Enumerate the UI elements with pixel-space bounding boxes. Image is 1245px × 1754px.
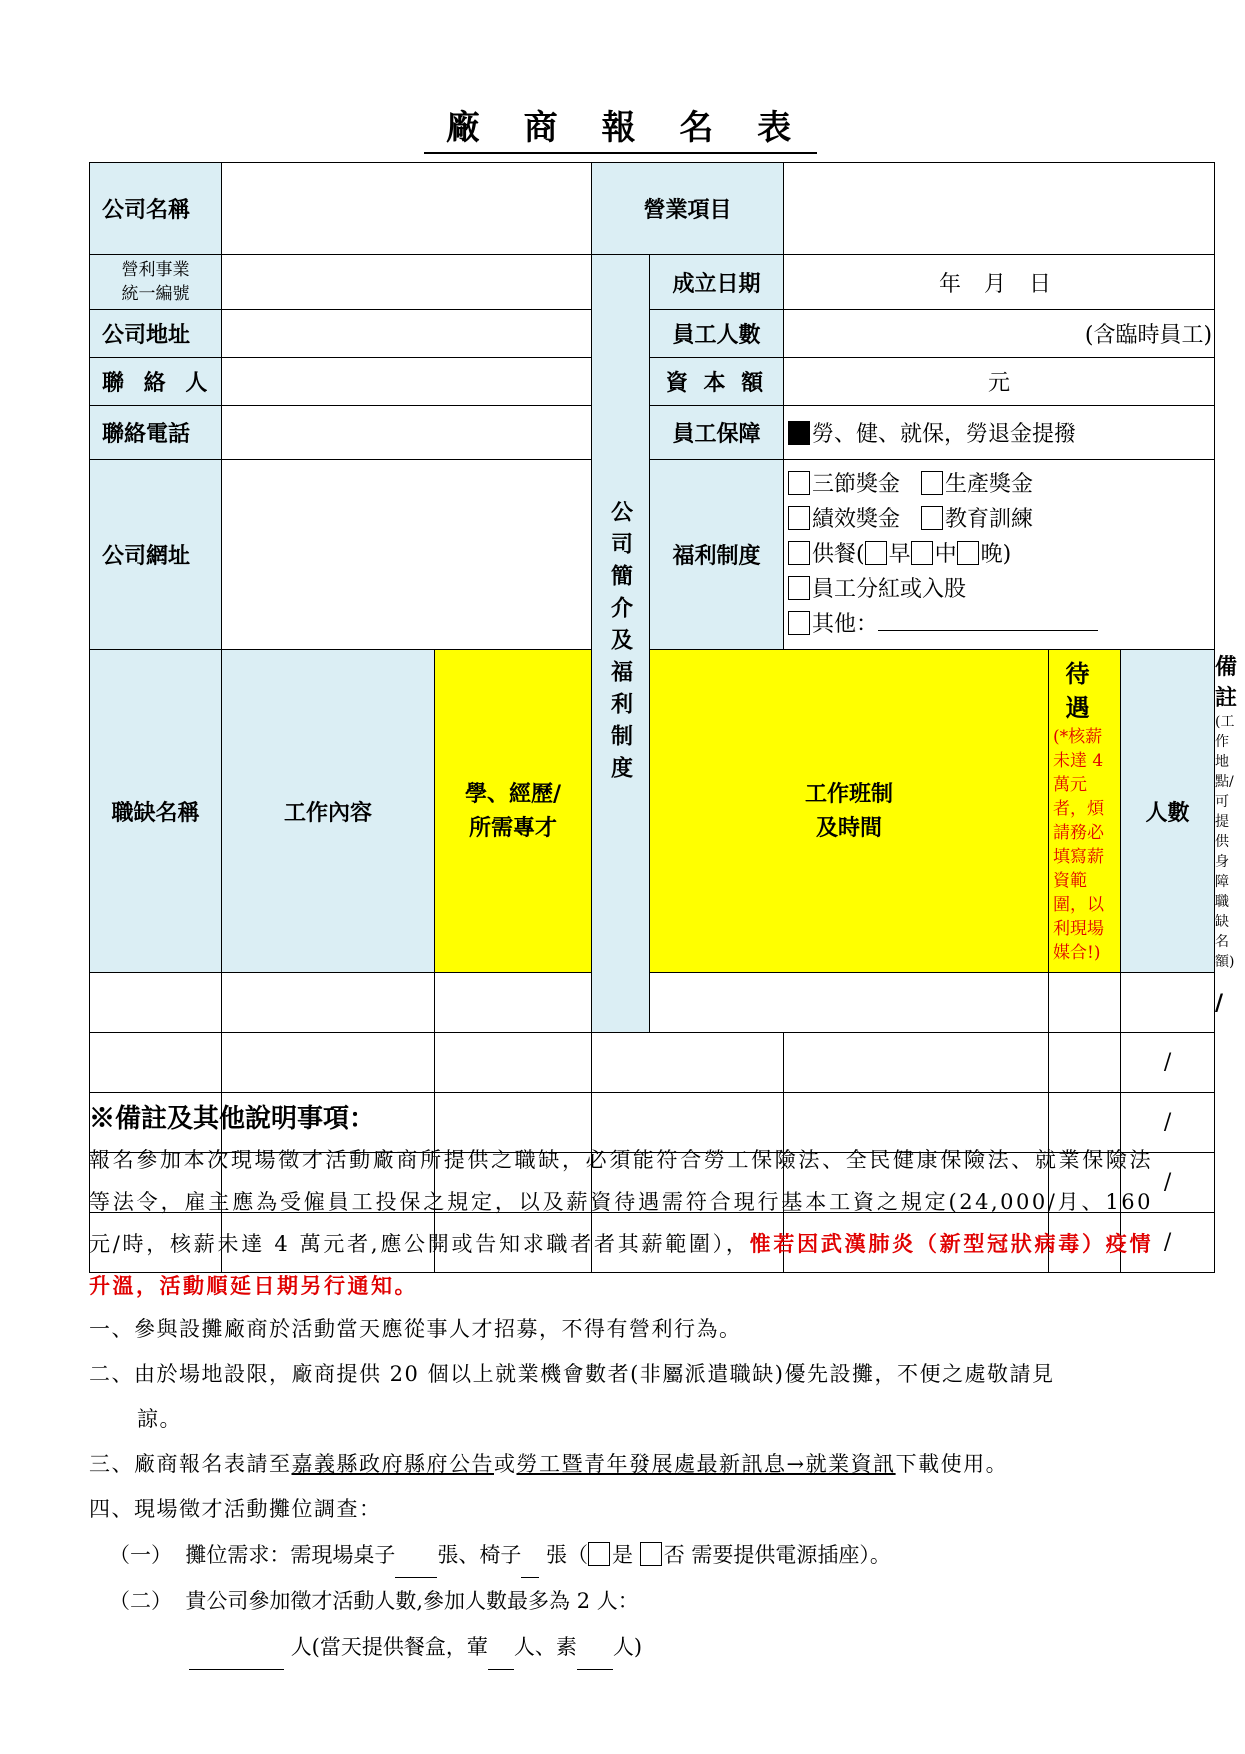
business-items-field[interactable]	[784, 163, 1215, 255]
note-item-2: 二、由於場地設限，廠商提供 20 個以上就業機會數者(非屬派遣職缺)優先設攤，不便之處敬請見	[89, 1362, 1055, 1386]
website-label: 公司網址	[90, 460, 222, 650]
pay-title: 待 遇	[1065, 659, 1104, 722]
note-item-2-cont: 諒。	[137, 1407, 182, 1431]
checkbox-festival-bonus[interactable]	[788, 471, 810, 495]
note-item-4: 四、現場徵才活動攤位調查：	[89, 1497, 382, 1521]
website-field[interactable]	[222, 460, 592, 650]
capital-label: 資 本 額	[650, 358, 784, 406]
checkbox-other[interactable]	[788, 611, 810, 635]
notes-main-paragraph: 報名參加本次現場徵才活動廠商所提供之職缺，必須能符合勞工保險法、全民健康保險法、就業保險法等法令，雇主應為受僱員工投保之規定，以及薪資待遇需符合現行基本工資之規定(24,000/月、160 元/時，核薪未達 4 萬元者,應公開或告知求職者者其薪範圍），惟若因武漢肺炎（新型冠狀病毒）疫情升溫，活動順延日期另行通知。	[89, 1148, 1153, 1298]
insurance-field: 勞、健、就保，勞退金提撥	[784, 406, 1215, 460]
job-cell[interactable]	[650, 973, 1049, 1033]
business-items-label: 營業項目	[592, 163, 784, 255]
power-no-checkbox[interactable]	[640, 1542, 662, 1566]
job-cell[interactable]	[222, 1033, 435, 1093]
notes-section	[89, 1098, 1153, 1670]
insurance-label: 員工保障	[650, 406, 784, 460]
job-cell[interactable]	[592, 1033, 784, 1093]
employees-field[interactable]: (含臨時員工)	[784, 310, 1215, 358]
phone-label: 聯絡電話	[90, 406, 222, 460]
company-name-label: 公司名稱	[90, 163, 222, 255]
phone-field[interactable]	[222, 406, 592, 460]
job-cell[interactable]	[1049, 1033, 1121, 1093]
labor-youth-news-link[interactable]: 勞工暨青年發展處最新訊息→就業資訊	[516, 1452, 896, 1476]
job-remark-cell[interactable]: /	[1121, 1033, 1215, 1093]
headcount-header: 人數	[1121, 650, 1215, 973]
capital-field[interactable]: 元	[784, 358, 1215, 406]
booth-requirement: （一） 攤位需求：需現場桌子 張、椅子 張（ 是 否 需要提供電源插座）。	[89, 1532, 1153, 1578]
attendee-count-line: （二） 貴公司參加徵才活動人數,參加人數最多為 2 人：	[109, 1589, 639, 1613]
job-cell[interactable]	[90, 973, 222, 1033]
chairs-count-blank[interactable]	[521, 1547, 539, 1578]
job-row: /	[90, 973, 1215, 1033]
job-row	[90, 1033, 1215, 1093]
other-input-line[interactable]	[878, 610, 1098, 631]
job-remark-cell[interactable]: /	[1121, 1153, 1215, 1213]
address-label: 公司地址	[90, 310, 222, 358]
pay-note: (*核薪未達 4 萬元者，煩請務必填寫薪資範圍，以利現場媒合!)	[1053, 727, 1105, 963]
job-cell[interactable]	[222, 973, 435, 1033]
notes-heading: ※備註及其他說明事項：	[89, 1104, 376, 1134]
position-header: 職缺名稱	[90, 650, 222, 973]
checkbox-breakfast[interactable]	[865, 541, 887, 565]
checkbox-meal[interactable]	[788, 541, 810, 565]
note-item-1: 一、參與設攤廠商於活動當天應從事人才招募，不得有營利行為。	[89, 1317, 742, 1341]
job-remark-cell[interactable]: /	[1121, 1093, 1215, 1153]
company-name-field[interactable]	[222, 163, 592, 255]
checkbox-lunch[interactable]	[911, 541, 933, 565]
tax-id-field[interactable]	[222, 255, 592, 310]
welfare-options: 三節獎金 生產獎金 績效獎金 教育訓練 供餐( 早 中 晚) 員工分紅或入股 其他：	[784, 460, 1215, 650]
education-header: 學、經歷/ 所需專才	[435, 650, 592, 973]
founded-field[interactable]: 年 月 日	[784, 255, 1215, 310]
job-cell[interactable]	[784, 1033, 1049, 1093]
notes-red-warning: 惟若因武漢肺炎（新型冠狀病毒）疫情升溫，活動順延日期另行通知。	[89, 1231, 1153, 1298]
address-field[interactable]	[222, 310, 592, 358]
checkbox-performance-bonus[interactable]	[788, 506, 810, 530]
tax-id-label: 營利事業 統一編號	[90, 255, 222, 310]
employees-label: 員工人數	[650, 310, 784, 358]
job-cell[interactable]	[1121, 973, 1215, 1033]
intro-welfare-vertical-label: 公司簡介及福利制度	[607, 499, 634, 788]
contact-field[interactable]	[222, 358, 592, 406]
power-yes-checkbox[interactable]	[588, 1542, 610, 1566]
founded-label: 成立日期	[650, 255, 784, 310]
job-cell[interactable]	[435, 1033, 592, 1093]
pay-header	[1049, 650, 1121, 973]
insurance-checkbox-checked[interactable]	[788, 421, 810, 445]
job-cell[interactable]	[90, 1033, 222, 1093]
note-item-3: 三、廠商報名表請至嘉義縣政府縣府公告或勞工暨青年發展處最新訊息→就業資訊下載使用。	[89, 1452, 1009, 1476]
checkbox-dinner[interactable]	[957, 541, 979, 565]
veg-meal-blank[interactable]	[577, 1639, 613, 1670]
meat-meal-blank[interactable]	[488, 1639, 514, 1670]
job-cell[interactable]	[1049, 973, 1121, 1033]
shift-header: 工作班制 及時間	[650, 650, 1049, 973]
page-title: 廠 商 報 名 表	[0, 100, 1241, 149]
job-remark-cell[interactable]: /	[1121, 1213, 1215, 1273]
contact-label: 聯 絡 人	[90, 358, 222, 406]
checkbox-dividend[interactable]	[788, 576, 810, 600]
checkbox-production-bonus[interactable]	[921, 471, 943, 495]
job-cell[interactable]	[435, 973, 592, 1033]
welfare-label: 福利制度	[650, 460, 784, 650]
tables-count-blank[interactable]	[395, 1547, 437, 1578]
meal-count-line: 人(當天提供餐盒，葷 人、素 人)	[89, 1624, 1153, 1670]
content-header: 工作內容	[222, 650, 435, 973]
attendee-count-blank[interactable]	[189, 1639, 284, 1670]
county-announcement-link[interactable]: 嘉義縣政府縣府公告	[291, 1452, 494, 1476]
registration-form-table: 公司名稱 營業項目 營利事業 統一編號 公司簡介及福利制度 成立日期 年 月 日 公司地址 員工人數 (含臨時員工) 聯 絡 人 資 本 額 元 聯絡電話 員工保障 勞、健、就保，勞退金提撥 公司網址 福利制度 三節獎金 生產獎金 績效獎金 教育訓練 供餐( 早 中 晚) 員工分紅或入股 其他： 職缺名稱 工作內容 學、經歷/ 所需專才 工作班制 及時間 待 遇 (*核薪未達 4 萬元者，煩請務必填寫薪資範圍，以利現場媒合!) 人數 備 註 (工作地點/ 可提供身障 職缺名額) / / / / /	[89, 162, 1215, 1273]
checkbox-training[interactable]	[921, 506, 943, 530]
